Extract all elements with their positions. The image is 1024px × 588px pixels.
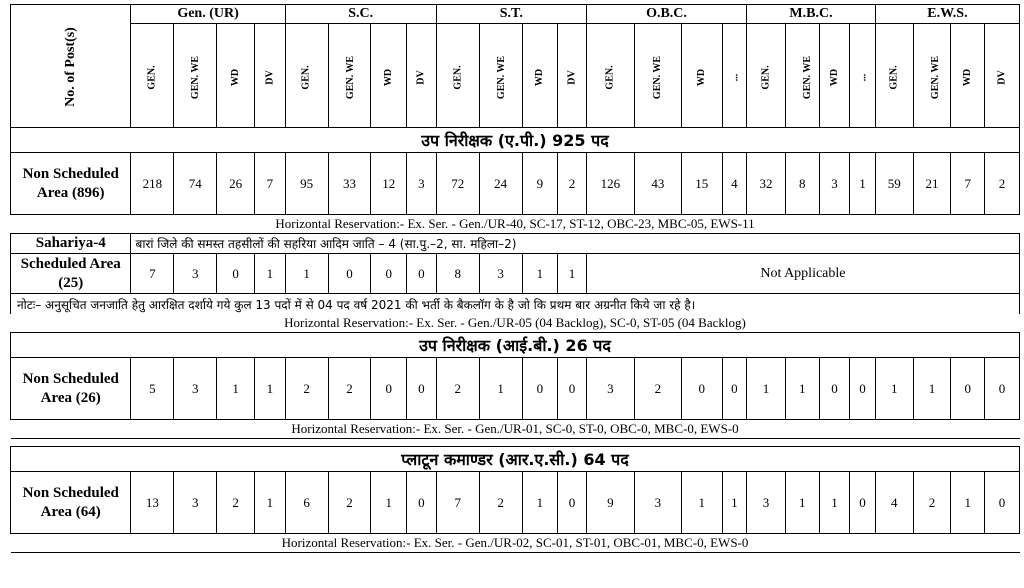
value-cell: 3	[586, 358, 634, 420]
value-cell: 72	[436, 153, 479, 215]
note-text: नोटः– अनुसूचित जनजाति हेतु आरक्षित दर्शाये गये कुल 13 पदों में से 04 पद वर्ष 2021 की भर्ती के बैकलॉग के है जो कि प्रथम बार अग्रनीत किये जा रहे है।	[11, 294, 1020, 315]
value-cell: 1	[951, 472, 985, 534]
value-cell: 126	[586, 153, 634, 215]
value-cell: 0	[681, 358, 722, 420]
value-cell: 0	[819, 358, 850, 420]
value-cell: 0	[407, 254, 437, 294]
subcol-cell: GEN.	[875, 24, 913, 128]
value-cell: 2	[985, 153, 1020, 215]
value-cell: 5	[131, 358, 174, 420]
horizontal-reservation-row	[11, 314, 1020, 333]
value-cell: 3	[479, 254, 522, 294]
value-cell: 1	[255, 358, 286, 420]
group-ews: E.W.S.	[875, 5, 1019, 24]
value-cell: 26	[217, 153, 255, 215]
subcol-header-row	[11, 24, 1020, 128]
value-cell: 74	[174, 153, 217, 215]
value-cell: 1	[285, 254, 328, 294]
value-cell: 3	[174, 472, 217, 534]
value-cell: 0	[217, 254, 255, 294]
value-cell: 21	[913, 153, 951, 215]
sahariya-row	[11, 234, 1020, 254]
value-cell: 3	[747, 472, 786, 534]
value-cell: 1	[875, 358, 913, 420]
value-cell: 2	[328, 472, 371, 534]
value-cell: 2	[913, 472, 951, 534]
value-cell: 2	[436, 358, 479, 420]
subcol-cell: GEN. WE	[174, 24, 217, 128]
value-cell: 1	[722, 472, 747, 534]
value-cell: 9	[586, 472, 634, 534]
value-cell: 0	[722, 358, 747, 420]
sahariya-label: Sahariya-4	[11, 234, 131, 254]
reservation-table	[10, 4, 1020, 553]
subcol-cell: WD	[371, 24, 407, 128]
spacer-row	[11, 439, 1020, 447]
value-cell: 0	[558, 358, 587, 420]
value-cell: 3	[407, 153, 437, 215]
value-cell: 1	[785, 472, 819, 534]
value-cell: 32	[747, 153, 786, 215]
value-cell: 1	[255, 472, 286, 534]
section-title-si-ib: उप निरीक्षक (आई.बी.) 26 पद	[11, 333, 1020, 358]
group-header-row	[11, 5, 1020, 24]
subcol-cell: WD	[522, 24, 558, 128]
value-cell: 1	[913, 358, 951, 420]
posts-header-cell	[11, 5, 131, 128]
value-cell: 0	[371, 358, 407, 420]
subcol-cell: WD	[217, 24, 255, 128]
value-cell: 4	[722, 153, 747, 215]
value-cell: 0	[985, 358, 1020, 420]
value-cell: 1	[558, 254, 587, 294]
subcol-cell: GEN. WE	[785, 24, 819, 128]
note-row	[11, 294, 1020, 315]
subcol-cell: DV	[255, 24, 286, 128]
value-cell: 1	[522, 254, 558, 294]
table-row	[11, 153, 1020, 215]
group-obc: O.B.C.	[586, 5, 746, 24]
value-cell: 2	[479, 472, 522, 534]
row-label: Non Scheduled Area (896)	[11, 153, 131, 215]
horizontal-reservation-text: Horizontal Reservation:- Ex. Ser. - Gen./UR-01, SC-0, ST-0, OBC-0, MBC-0, EWS-0	[11, 420, 1020, 439]
value-cell: 12	[371, 153, 407, 215]
value-cell: 1	[217, 358, 255, 420]
subcol-cell: DV	[407, 24, 437, 128]
subcol-cell: GEN.	[436, 24, 479, 128]
value-cell: 24	[479, 153, 522, 215]
row-label: Scheduled Area (25)	[11, 254, 131, 294]
value-cell: 7	[951, 153, 985, 215]
group-gen: Gen. (UR)	[131, 5, 285, 24]
value-cell: 8	[436, 254, 479, 294]
value-cell: 0	[328, 254, 371, 294]
value-cell: 0	[407, 358, 437, 420]
value-cell: 3	[174, 254, 217, 294]
value-cell: 2	[558, 153, 587, 215]
value-cell: 0	[558, 472, 587, 534]
value-cell: 218	[131, 153, 174, 215]
value-cell: 0	[371, 254, 407, 294]
horizontal-reservation-row	[11, 215, 1020, 234]
value-cell: 43	[634, 153, 681, 215]
value-cell: 1	[785, 358, 819, 420]
subcol-cell: GEN.	[747, 24, 786, 128]
value-cell: 0	[850, 472, 876, 534]
group-sc: S.C.	[285, 5, 436, 24]
subcol-cell: ...	[722, 24, 747, 128]
section-title-row	[11, 128, 1020, 153]
value-cell: 9	[522, 153, 558, 215]
subcol-cell: DV	[985, 24, 1020, 128]
row-label: Non Scheduled Area (26)	[11, 358, 131, 420]
value-cell: 0	[985, 472, 1020, 534]
section-title-row	[11, 333, 1020, 358]
row-label: Non Scheduled Area (64)	[11, 472, 131, 534]
value-cell: 7	[255, 153, 286, 215]
subcol-cell: WD	[951, 24, 985, 128]
sahariya-text: बारां जिले की समस्त तहसीलों की सहरिया आदिम जाति – 4 (सा.पु.–2, सा. महिला–2)	[131, 234, 1020, 254]
subcol-cell: GEN. WE	[328, 24, 371, 128]
group-mbc: M.B.C.	[747, 5, 876, 24]
section-title-si-ap: उप निरीक्षक (ए.पी.) 925 पद	[11, 128, 1020, 153]
value-cell: 13	[131, 472, 174, 534]
scheduled-row	[11, 254, 1020, 294]
value-cell: 1	[681, 472, 722, 534]
horizontal-reservation-text: Horizontal Reservation:- Ex. Ser. - Gen./UR-02, SC-01, ST-01, OBC-01, MBC-0, EWS-0	[11, 534, 1020, 553]
horizontal-reservation-text: Horizontal Reservation:- Ex. Ser. - Gen./UR-05 (04 Backlog), SC-0, ST-05 (04 Backlog)	[11, 314, 1020, 333]
value-cell: 8	[785, 153, 819, 215]
value-cell: 15	[681, 153, 722, 215]
section-title-pc: प्लाटून कमाण्डर (आर.ए.सी.) 64 पद	[11, 447, 1020, 472]
horizontal-reservation-row	[11, 534, 1020, 553]
subcol-cell: ...	[850, 24, 876, 128]
subcol-cell: GEN.	[131, 24, 174, 128]
value-cell: 7	[131, 254, 174, 294]
subcol-cell: DV	[558, 24, 587, 128]
value-cell: 1	[747, 358, 786, 420]
value-cell: 1	[255, 254, 286, 294]
group-st: S.T.	[436, 5, 586, 24]
value-cell: 1	[819, 472, 850, 534]
value-cell: 95	[285, 153, 328, 215]
value-cell: 7	[436, 472, 479, 534]
value-cell: 3	[174, 358, 217, 420]
subcol-cell: GEN. WE	[634, 24, 681, 128]
value-cell: 1	[850, 153, 876, 215]
subcol-cell: GEN.	[586, 24, 634, 128]
value-cell: 1	[479, 358, 522, 420]
value-cell: 0	[951, 358, 985, 420]
subcol-cell: GEN. WE	[479, 24, 522, 128]
value-cell: 4	[875, 472, 913, 534]
value-cell: 1	[522, 472, 558, 534]
posts-label: No. of Post(s)	[62, 27, 78, 107]
value-cell: 0	[407, 472, 437, 534]
value-cell: 3	[634, 472, 681, 534]
value-cell: 1	[371, 472, 407, 534]
value-cell: 2	[634, 358, 681, 420]
value-cell: 2	[285, 358, 328, 420]
value-cell: 2	[328, 358, 371, 420]
subcol-cell: GEN.	[285, 24, 328, 128]
horizontal-reservation-text: Horizontal Reservation:- Ex. Ser. - Gen./UR-40, SC-17, ST-12, OBC-23, MBC-05, EWS-11	[11, 215, 1020, 234]
value-cell: 2	[217, 472, 255, 534]
table-row	[11, 472, 1020, 534]
subcol-cell: WD	[819, 24, 850, 128]
horizontal-reservation-row	[11, 420, 1020, 439]
table-row	[11, 358, 1020, 420]
value-cell: 33	[328, 153, 371, 215]
not-applicable-cell: Not Applicable	[586, 254, 1019, 294]
value-cell: 3	[819, 153, 850, 215]
value-cell: 0	[850, 358, 876, 420]
subcol-cell: GEN. WE	[913, 24, 951, 128]
value-cell: 6	[285, 472, 328, 534]
value-cell: 0	[522, 358, 558, 420]
section-title-row	[11, 447, 1020, 472]
value-cell: 59	[875, 153, 913, 215]
subcol-cell: WD	[681, 24, 722, 128]
